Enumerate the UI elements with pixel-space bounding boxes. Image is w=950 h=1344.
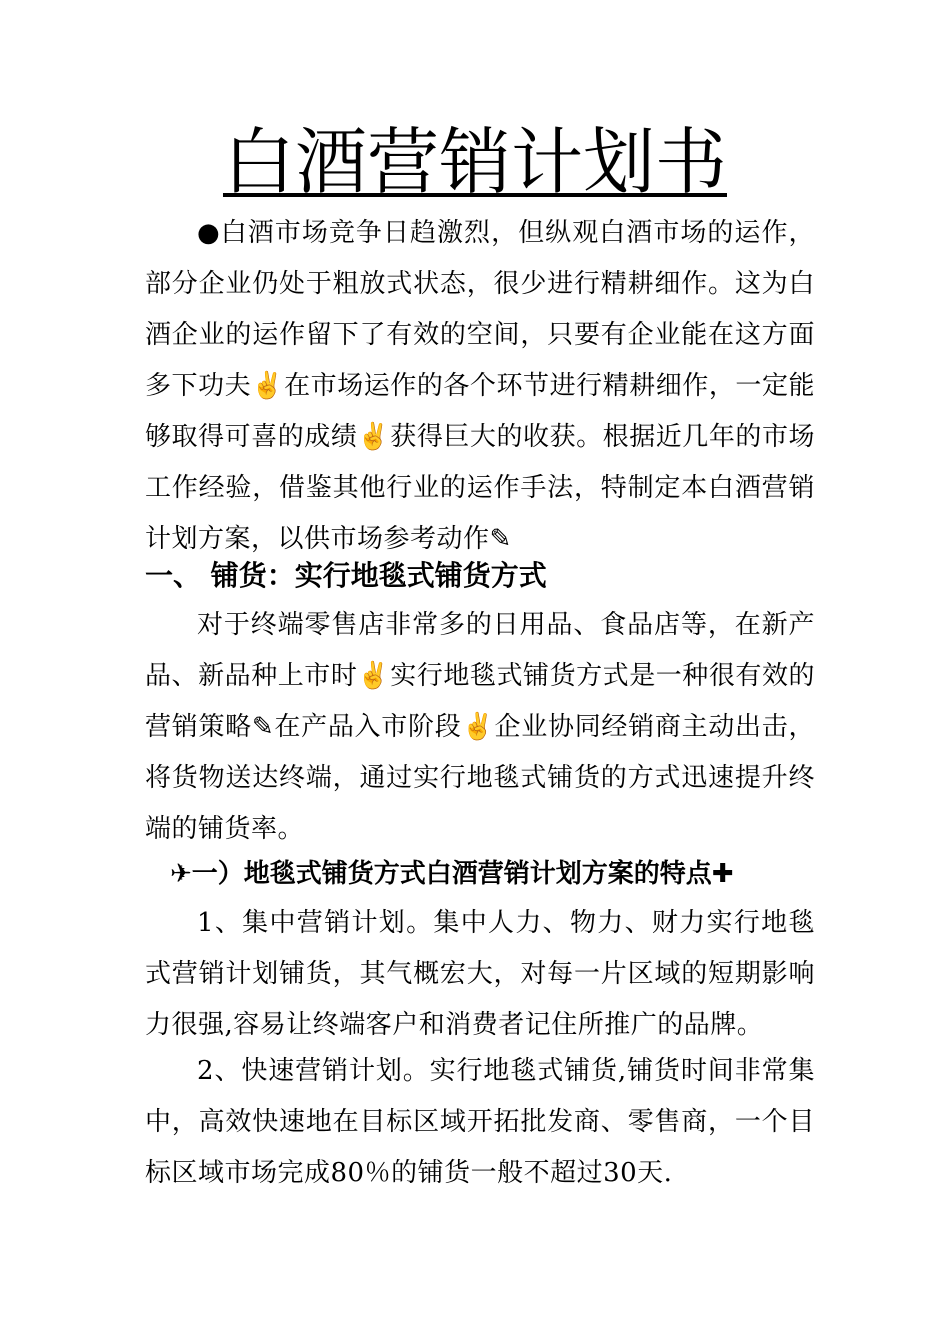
list-item: 2、快速营销计划。实行地毯式铺货,铺货时间非常集中，高效快速地在目标区域开拓批发商、零售商，一个目标区域市场完成80％的铺货一般不超过30天. bbox=[145, 1056, 815, 1188]
intro-paragraph: ●白酒市场竞争日趋激烈，但纵观白酒市场的运作，部分企业仍处于粗放式状态，很少进行精耕细作。这为白酒企业的运作留下了有效的空间，只要有企业能在这方面多下功夫✌在市场运作的各个环节进行精耕细作，一定能够取得可喜的成绩✌获得巨大的收获。根据近几年的市场工作经验，借鉴其他行业的运作手法，特制定本白酒营销计划方案，以供市场参考动作✎ bbox=[145, 218, 815, 554]
document-title bbox=[0, 120, 950, 204]
subsection-heading-1: ✈一）地毯式铺货方式白酒营销计划方案的特点✚ bbox=[170, 859, 734, 889]
section-1-paragraph: 对于终端零售店非常多的日用品、食品店等，在新产品、新品种上市时✌实行地毯式铺货方式是一种很有效的营销策略✎在产品入市阶段✌企业协同经销商主动出击，将货物送达终端，通过实行地毯式铺货的方式迅速提升终端的铺货率。 bbox=[145, 610, 815, 844]
list-item: 1、集中营销计划。集中人力、物力、财力实行地毯式营销计划铺货，其气概宏大，对每一片区域的短期影响力很强,容易让终端客户和消费者记住所推广的品牌。 bbox=[145, 908, 815, 1040]
section-heading-1: 一、 铺货：实行地毯式铺货方式 bbox=[145, 559, 547, 592]
document-title-text: 白酒营销计划书 bbox=[222, 120, 727, 204]
